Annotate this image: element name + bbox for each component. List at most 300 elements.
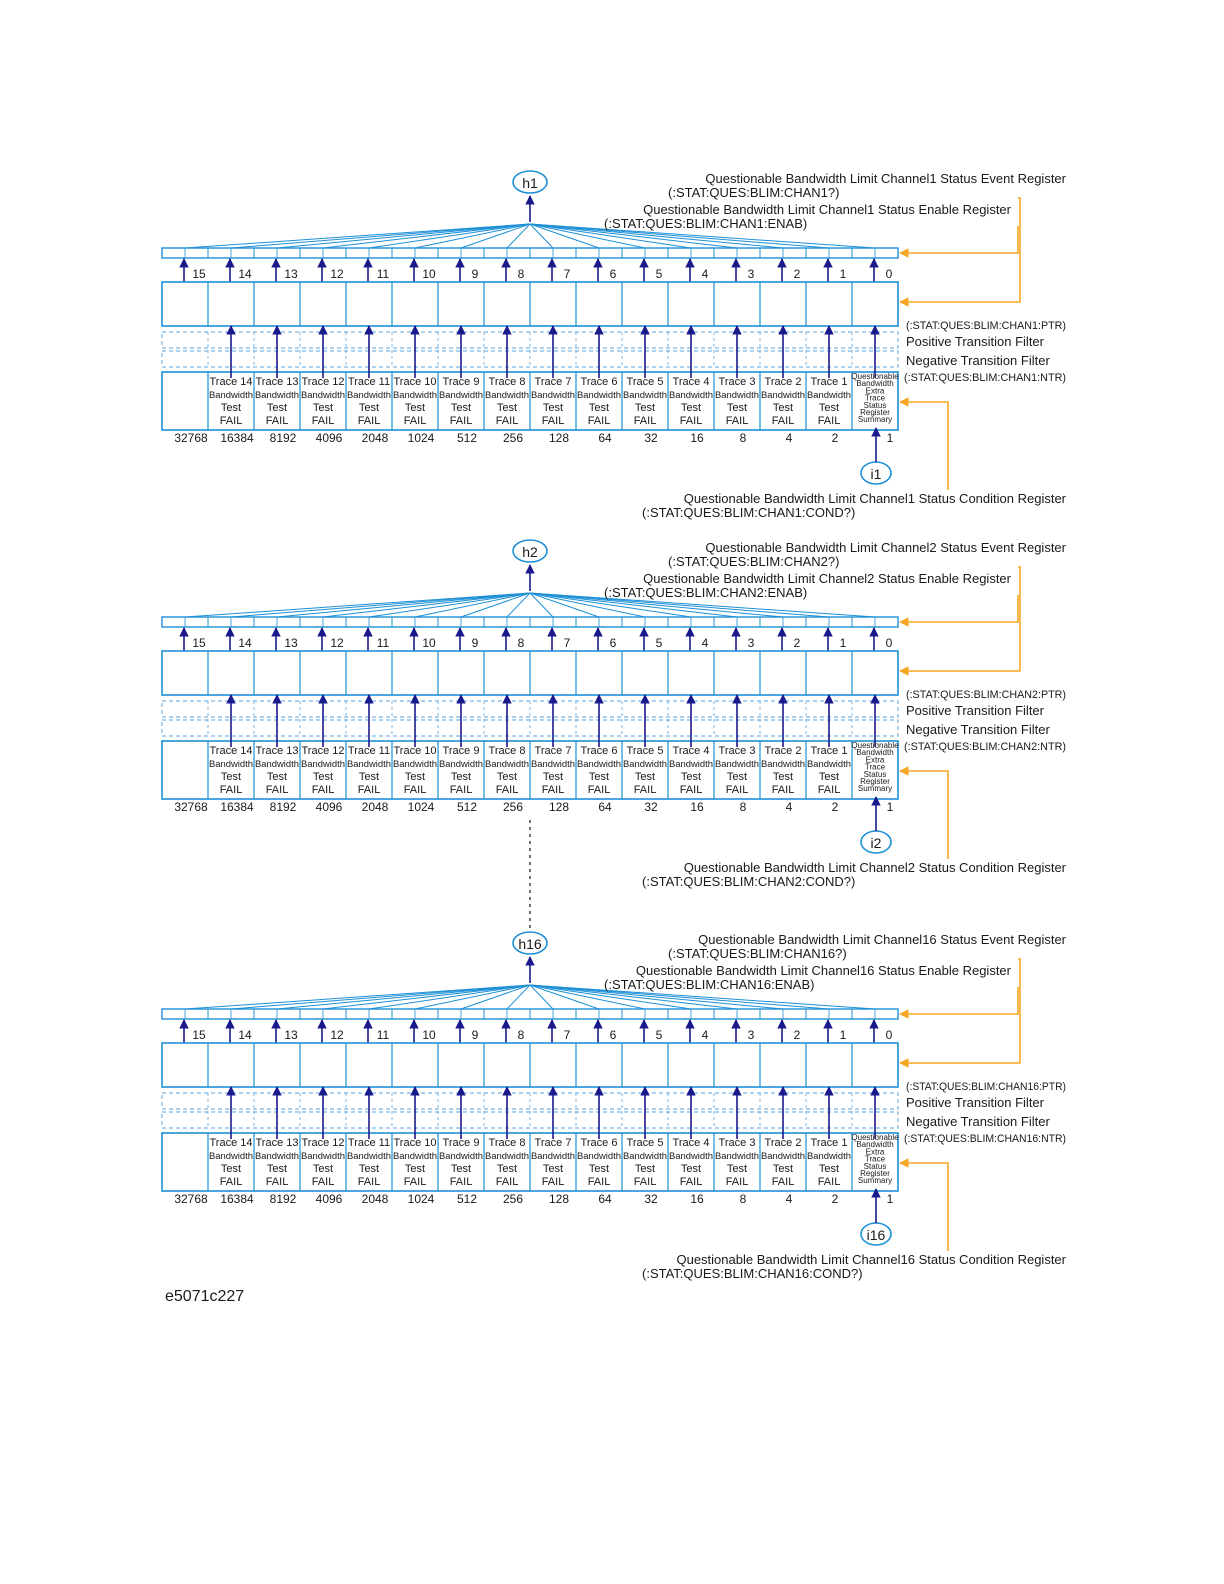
condition-cell-label: Test bbox=[220, 771, 242, 783]
condition-cell-label: Test bbox=[772, 402, 794, 414]
condition-cell-label: FAIL bbox=[357, 1176, 381, 1188]
bit-position: 15 bbox=[192, 636, 206, 650]
condition-cell-label: FAIL bbox=[495, 1176, 519, 1188]
bit-position: 13 bbox=[284, 1028, 298, 1042]
bit-weight: 8 bbox=[739, 800, 747, 814]
output-node-label: h2 bbox=[522, 544, 538, 560]
bit-position: 11 bbox=[376, 636, 390, 650]
negative-filter-label: Negative Transition Filter bbox=[906, 353, 1050, 368]
bit-position: 10 bbox=[422, 267, 436, 281]
condition-cell-label: FAIL bbox=[679, 784, 703, 796]
bit-position: 14 bbox=[238, 1028, 252, 1042]
bit-weight: 512 bbox=[456, 800, 478, 814]
bit-position: 15 bbox=[192, 1028, 206, 1042]
condition-cell-label: Bandwidth bbox=[623, 759, 667, 769]
condition-cell-label: Test bbox=[404, 771, 426, 783]
condition-cell-label: Test bbox=[772, 1163, 794, 1175]
condition-cell-label: FAIL bbox=[817, 784, 841, 796]
condition-cell-label: Trace 6 bbox=[580, 745, 618, 757]
condition-cell-label: Bandwidth bbox=[485, 390, 529, 400]
condition-cell-label: FAIL bbox=[633, 1176, 657, 1188]
positive-filter-label: Positive Transition Filter bbox=[906, 334, 1044, 349]
bit-position: 6 bbox=[609, 1028, 617, 1042]
condition-cell-label: Trace 14 bbox=[209, 376, 253, 388]
condition-cell-label: FAIL bbox=[357, 784, 381, 796]
summary-cell-label: Extra bbox=[865, 755, 885, 765]
bit-position: 11 bbox=[376, 1028, 390, 1042]
bit-weight: 64 bbox=[598, 431, 612, 445]
condition-register-title: Questionable Bandwidth Limit Channel16 Status Condition Register bbox=[676, 1252, 1066, 1267]
bit-weight: 4096 bbox=[315, 800, 343, 814]
condition-cell-label: Trace 11 bbox=[347, 745, 391, 757]
summary-cell-label: Questionable bbox=[851, 741, 899, 750]
condition-cell-label: FAIL bbox=[679, 415, 703, 427]
condition-cell-label: FAIL bbox=[219, 415, 243, 427]
event-register-command: (:STAT:QUES:BLIM:CHAN16?) bbox=[668, 946, 847, 961]
bit-position: 7 bbox=[563, 267, 571, 281]
condition-cell-label: Trace 2 bbox=[764, 745, 802, 757]
condition-cell-label: Trace 9 bbox=[442, 745, 480, 757]
condition-cell-label: Trace 10 bbox=[393, 376, 437, 388]
ntr-command: (:STAT:QUES:BLIM:CHAN1:NTR) bbox=[904, 372, 1066, 384]
condition-cell-label: Bandwidth bbox=[807, 390, 851, 400]
input-node-label: i1 bbox=[870, 466, 882, 482]
bit-position: 5 bbox=[655, 636, 663, 650]
condition-cell-label: Test bbox=[496, 402, 518, 414]
channel-register-group bbox=[162, 171, 1067, 520]
condition-cell-label: FAIL bbox=[587, 1176, 611, 1188]
condition-cell-label: FAIL bbox=[725, 784, 749, 796]
condition-cell-label: Trace 9 bbox=[442, 1137, 480, 1149]
summary-cell-label: Register bbox=[860, 1169, 890, 1178]
positive-filter-label: Positive Transition Filter bbox=[906, 703, 1044, 718]
bit-position: 1 bbox=[839, 636, 847, 650]
condition-cell-label: Trace 5 bbox=[626, 376, 664, 388]
and-fan-line bbox=[231, 224, 530, 248]
output-node-label: h1 bbox=[522, 175, 538, 191]
enable-register-command: (:STAT:QUES:BLIM:CHAN16:ENAB) bbox=[604, 977, 815, 992]
condition-cell-label: Trace 3 bbox=[718, 376, 756, 388]
enable-callout bbox=[900, 595, 1018, 622]
condition-cell-label: Bandwidth bbox=[715, 759, 759, 769]
event-register-title: Questionable Bandwidth Limit Channel16 Status Event Register bbox=[698, 932, 1066, 947]
bit-position: 4 bbox=[701, 1028, 709, 1042]
bit-weight: 4 bbox=[785, 1192, 793, 1206]
condition-cell-label: Bandwidth bbox=[347, 390, 391, 400]
condition-cell-label: Test bbox=[404, 1163, 426, 1175]
condition-cell-label: Trace 14 bbox=[209, 745, 253, 757]
condition-cell-label: Trace 1 bbox=[810, 1137, 848, 1149]
condition-cell-label: Test bbox=[542, 771, 564, 783]
event-register-command: (:STAT:QUES:BLIM:CHAN2?) bbox=[668, 554, 840, 569]
and-fan-line bbox=[231, 985, 530, 1009]
condition-cell-label: Trace 3 bbox=[718, 745, 756, 757]
bit-weight: 128 bbox=[548, 800, 570, 814]
bit-position: 14 bbox=[238, 636, 252, 650]
condition-cell-label: Bandwidth bbox=[761, 759, 805, 769]
bit-position: 0 bbox=[885, 267, 893, 281]
condition-cell-label: Test bbox=[588, 771, 610, 783]
bit-weight: 16 bbox=[690, 800, 704, 814]
condition-cell-label: Trace 11 bbox=[347, 1137, 391, 1149]
input-node-label: i16 bbox=[866, 1227, 886, 1243]
condition-cell-label: Trace 6 bbox=[580, 376, 618, 388]
bit-position: 9 bbox=[471, 1028, 479, 1042]
condition-cell-label: Bandwidth bbox=[669, 759, 713, 769]
condition-register-title: Questionable Bandwidth Limit Channel2 Status Condition Register bbox=[683, 860, 1066, 875]
and-fan-line bbox=[369, 224, 530, 248]
condition-register-command: (:STAT:QUES:BLIM:CHAN1:COND?) bbox=[642, 505, 856, 520]
condition-cell-label: Bandwidth bbox=[209, 1151, 253, 1161]
enable-register-title: Questionable Bandwidth Limit Channel16 Status Enable Register bbox=[635, 963, 1011, 978]
condition-cell-label: Test bbox=[818, 402, 840, 414]
condition-cell-label: Test bbox=[496, 1163, 518, 1175]
condition-cell-label: Test bbox=[358, 771, 380, 783]
bit-position: 3 bbox=[747, 636, 755, 650]
ntr-command: (:STAT:QUES:BLIM:CHAN16:NTR) bbox=[904, 1133, 1066, 1145]
and-fan-line bbox=[369, 985, 530, 1009]
bit-position: 13 bbox=[284, 267, 298, 281]
bit-weight: 1024 bbox=[407, 1192, 435, 1206]
condition-cell-label: FAIL bbox=[449, 1176, 473, 1188]
ptr-command: (:STAT:QUES:BLIM:CHAN16:PTR) bbox=[906, 1081, 1066, 1093]
bit-position: 2 bbox=[793, 267, 801, 281]
summary-cell-label: Summary bbox=[857, 415, 893, 425]
condition-callout bbox=[900, 402, 948, 490]
event-register-command: (:STAT:QUES:BLIM:CHAN1?) bbox=[668, 185, 840, 200]
condition-cell-label: Trace 9 bbox=[442, 376, 480, 388]
condition-cell-label: Bandwidth bbox=[807, 1151, 851, 1161]
condition-cell-label: Trace 6 bbox=[580, 1137, 618, 1149]
condition-cell-label: FAIL bbox=[771, 415, 795, 427]
condition-cell-label: Test bbox=[680, 402, 702, 414]
bit-weight: 2048 bbox=[361, 800, 389, 814]
condition-cell-label: Trace 4 bbox=[672, 376, 710, 388]
condition-cell-label: Trace 5 bbox=[626, 1137, 664, 1149]
condition-cell-label: Trace 13 bbox=[255, 376, 299, 388]
condition-cell-label: FAIL bbox=[265, 1176, 289, 1188]
condition-cell-label: FAIL bbox=[449, 415, 473, 427]
condition-cell-label: Bandwidth bbox=[301, 759, 345, 769]
condition-cell-label: Trace 12 bbox=[301, 745, 345, 757]
condition-cell-label: Bandwidth bbox=[485, 1151, 529, 1161]
condition-cell-label: FAIL bbox=[219, 1176, 243, 1188]
bit-position: 9 bbox=[471, 636, 479, 650]
bit-weight: 4096 bbox=[315, 431, 343, 445]
condition-cell-label: FAIL bbox=[587, 784, 611, 796]
condition-cell-label: Bandwidth bbox=[439, 390, 483, 400]
condition-callout bbox=[900, 1163, 948, 1251]
summary-cell-label: Extra bbox=[865, 386, 885, 396]
condition-cell-label: Test bbox=[726, 402, 748, 414]
condition-cell-label: Test bbox=[680, 1163, 702, 1175]
condition-cell-label: Bandwidth bbox=[255, 759, 299, 769]
bit-position: 10 bbox=[422, 1028, 436, 1042]
bit-position: 13 bbox=[284, 636, 298, 650]
bit-weight: 256 bbox=[502, 431, 524, 445]
condition-cell-label: Test bbox=[588, 1163, 610, 1175]
bit-weight: 1024 bbox=[407, 431, 435, 445]
enable-callout bbox=[900, 987, 1018, 1014]
bit-weight: 32768 bbox=[174, 800, 208, 814]
bit-weight: 8192 bbox=[269, 1192, 297, 1206]
condition-cell-label: Bandwidth bbox=[439, 759, 483, 769]
bit-position: 12 bbox=[330, 1028, 344, 1042]
condition-cell-label: Bandwidth bbox=[347, 1151, 391, 1161]
condition-cell-label: FAIL bbox=[219, 784, 243, 796]
condition-cell-label: Test bbox=[634, 771, 656, 783]
condition-cell-label: Bandwidth bbox=[347, 759, 391, 769]
condition-cell-label: Test bbox=[680, 771, 702, 783]
condition-cell-label: Test bbox=[450, 1163, 472, 1175]
bit-position: 1 bbox=[839, 1028, 847, 1042]
bit-weight: 4 bbox=[785, 800, 793, 814]
condition-cell-label: FAIL bbox=[495, 784, 519, 796]
bit-weight: 16384 bbox=[220, 431, 254, 445]
condition-cell-label: Bandwidth bbox=[531, 1151, 575, 1161]
bit-weight: 64 bbox=[598, 800, 612, 814]
ptr-command: (:STAT:QUES:BLIM:CHAN1:PTR) bbox=[906, 320, 1066, 332]
and-fan-line bbox=[277, 224, 530, 248]
condition-cell-label: Trace 10 bbox=[393, 1137, 437, 1149]
condition-cell-label: Test bbox=[634, 1163, 656, 1175]
condition-cell-label: Bandwidth bbox=[531, 759, 575, 769]
bit-weight: 2048 bbox=[361, 1192, 389, 1206]
condition-cell-label: Trace 3 bbox=[718, 1137, 756, 1149]
condition-cell-label: FAIL bbox=[403, 784, 427, 796]
condition-cell-label: FAIL bbox=[311, 784, 335, 796]
condition-cell-label: Test bbox=[496, 771, 518, 783]
bit-position: 4 bbox=[701, 636, 709, 650]
bit-weight: 2 bbox=[831, 431, 839, 445]
condition-cell-label: Trace 7 bbox=[534, 376, 572, 388]
condition-cell-label: Trace 8 bbox=[488, 745, 526, 757]
bit-position: 11 bbox=[376, 267, 390, 281]
condition-cell-label: FAIL bbox=[311, 415, 335, 427]
bit-position: 8 bbox=[517, 267, 525, 281]
condition-cell-label: Bandwidth bbox=[715, 390, 759, 400]
condition-cell-label: Trace 8 bbox=[488, 376, 526, 388]
enable-register-title: Questionable Bandwidth Limit Channel2 Status Enable Register bbox=[643, 571, 1011, 586]
summary-cell-label: Trace bbox=[864, 1154, 886, 1164]
condition-cell-label: Trace 7 bbox=[534, 1137, 572, 1149]
bit-weight: 8 bbox=[739, 1192, 747, 1206]
and-fan-line bbox=[277, 593, 530, 617]
bit-weight: 512 bbox=[456, 1192, 478, 1206]
bit-weight: 1024 bbox=[407, 800, 435, 814]
condition-cell-label: Test bbox=[312, 771, 334, 783]
condition-cell-label: FAIL bbox=[265, 415, 289, 427]
condition-cell-label: Test bbox=[266, 771, 288, 783]
condition-cell-label: Trace 14 bbox=[209, 1137, 253, 1149]
summary-cell-label: Register bbox=[860, 777, 890, 786]
condition-cell-label: FAIL bbox=[817, 1176, 841, 1188]
condition-cell-label: Test bbox=[726, 771, 748, 783]
condition-register-command: (:STAT:QUES:BLIM:CHAN16:COND?) bbox=[642, 1266, 863, 1281]
bit-weight: 16 bbox=[690, 1192, 704, 1206]
condition-cell-label: Test bbox=[818, 771, 840, 783]
condition-cell-label: Bandwidth bbox=[623, 1151, 667, 1161]
condition-cell-label: FAIL bbox=[633, 415, 657, 427]
condition-cell-label: Test bbox=[588, 402, 610, 414]
condition-cell-label: Bandwidth bbox=[531, 390, 575, 400]
event-register-title: Questionable Bandwidth Limit Channel1 Status Event Register bbox=[705, 171, 1066, 186]
condition-cell-label: Bandwidth bbox=[807, 759, 851, 769]
bit-position: 15 bbox=[192, 267, 206, 281]
condition-cell-label: Test bbox=[542, 402, 564, 414]
condition-cell-label: Test bbox=[726, 1163, 748, 1175]
bit-weight: 8 bbox=[739, 431, 747, 445]
bit-position: 10 bbox=[422, 636, 436, 650]
bit-position: 2 bbox=[793, 1028, 801, 1042]
condition-cell-label: Bandwidth bbox=[577, 759, 621, 769]
bit-weight: 1 bbox=[886, 1192, 894, 1206]
bit-position: 0 bbox=[885, 636, 893, 650]
condition-cell-label: Trace 7 bbox=[534, 745, 572, 757]
bit-position: 5 bbox=[655, 1028, 663, 1042]
and-fan-line bbox=[277, 985, 530, 1009]
condition-cell-label: FAIL bbox=[633, 784, 657, 796]
enable-register-command: (:STAT:QUES:BLIM:CHAN2:ENAB) bbox=[604, 585, 808, 600]
condition-cell-label: Test bbox=[266, 1163, 288, 1175]
condition-cell-label: FAIL bbox=[771, 1176, 795, 1188]
condition-cell-label: Bandwidth bbox=[393, 390, 437, 400]
condition-cell-label: Test bbox=[450, 402, 472, 414]
bit-weight: 256 bbox=[502, 1192, 524, 1206]
output-node-label: h16 bbox=[518, 936, 542, 952]
bit-position: 3 bbox=[747, 1028, 755, 1042]
condition-cell-label: FAIL bbox=[403, 415, 427, 427]
summary-cell-label: Status bbox=[863, 400, 887, 410]
bit-weight: 64 bbox=[598, 1192, 612, 1206]
bit-position: 7 bbox=[563, 1028, 571, 1042]
summary-cell-label: Bandwidth bbox=[856, 748, 894, 758]
enable-register-command: (:STAT:QUES:BLIM:CHAN1:ENAB) bbox=[604, 216, 808, 231]
bit-weight: 16384 bbox=[220, 800, 254, 814]
condition-cell-label: Test bbox=[818, 1163, 840, 1175]
summary-cell-label: Extra bbox=[865, 1147, 885, 1157]
bit-position: 3 bbox=[747, 267, 755, 281]
condition-cell-label: FAIL bbox=[725, 1176, 749, 1188]
bit-weight: 512 bbox=[456, 431, 478, 445]
condition-cell-label: Test bbox=[220, 1163, 242, 1175]
bit-weight: 4096 bbox=[315, 1192, 343, 1206]
bit-position: 7 bbox=[563, 636, 571, 650]
bit-position: 6 bbox=[609, 636, 617, 650]
bit-position: 1 bbox=[839, 267, 847, 281]
condition-cell-label: Trace 5 bbox=[626, 745, 664, 757]
condition-cell-label: Bandwidth bbox=[301, 1151, 345, 1161]
condition-cell-label: Test bbox=[542, 1163, 564, 1175]
bit-weight: 2 bbox=[831, 800, 839, 814]
condition-cell-label: Bandwidth bbox=[255, 1151, 299, 1161]
bit-weight: 32 bbox=[644, 1192, 658, 1206]
condition-cell-label: Trace 2 bbox=[764, 376, 802, 388]
summary-cell-label: Trace bbox=[864, 393, 886, 403]
condition-cell-label: Trace 12 bbox=[301, 1137, 345, 1149]
condition-cell-label: Bandwidth bbox=[301, 390, 345, 400]
summary-cell-label: Trace bbox=[864, 762, 886, 772]
bit-weight: 256 bbox=[502, 800, 524, 814]
condition-cell-label: Test bbox=[266, 402, 288, 414]
condition-cell-label: FAIL bbox=[725, 415, 749, 427]
condition-cell-label: FAIL bbox=[587, 415, 611, 427]
bit-weight: 8192 bbox=[269, 800, 297, 814]
bit-position: 12 bbox=[330, 636, 344, 650]
condition-cell-label: Bandwidth bbox=[623, 390, 667, 400]
bit-weight: 32 bbox=[644, 431, 658, 445]
condition-register-title: Questionable Bandwidth Limit Channel1 Status Condition Register bbox=[683, 491, 1066, 506]
condition-cell-label: Bandwidth bbox=[577, 390, 621, 400]
summary-cell-label: Summary bbox=[857, 784, 893, 794]
summary-cell-label: Register bbox=[860, 408, 890, 417]
enable-callout bbox=[900, 226, 1018, 253]
condition-cell-label: FAIL bbox=[357, 415, 381, 427]
bit-weight: 128 bbox=[548, 431, 570, 445]
event-register-title: Questionable Bandwidth Limit Channel2 Status Event Register bbox=[705, 540, 1066, 555]
condition-cell-label: Trace 4 bbox=[672, 1137, 710, 1149]
bit-position: 5 bbox=[655, 267, 663, 281]
condition-cell-label: Test bbox=[772, 771, 794, 783]
bit-weight: 16384 bbox=[220, 1192, 254, 1206]
condition-cell-label: Bandwidth bbox=[485, 759, 529, 769]
positive-filter-label: Positive Transition Filter bbox=[906, 1095, 1044, 1110]
bit-position: 9 bbox=[471, 267, 479, 281]
ntr-command: (:STAT:QUES:BLIM:CHAN2:NTR) bbox=[904, 741, 1066, 753]
summary-cell-label: Status bbox=[863, 1161, 887, 1171]
bit-weight: 8192 bbox=[269, 431, 297, 445]
condition-cell-label: FAIL bbox=[403, 1176, 427, 1188]
and-fan-line bbox=[369, 593, 530, 617]
bit-weight: 4 bbox=[785, 431, 793, 445]
bit-weight: 2 bbox=[831, 1192, 839, 1206]
condition-cell-label: FAIL bbox=[541, 784, 565, 796]
summary-cell-label: Status bbox=[863, 769, 887, 779]
summary-cell-label: Bandwidth bbox=[856, 379, 894, 389]
summary-cell-label: Bandwidth bbox=[856, 1140, 894, 1150]
channel-register-group bbox=[162, 540, 1067, 889]
bit-position: 4 bbox=[701, 267, 709, 281]
condition-cell-label: FAIL bbox=[495, 415, 519, 427]
condition-cell-label: Bandwidth bbox=[209, 390, 253, 400]
condition-cell-label: Bandwidth bbox=[209, 759, 253, 769]
condition-cell-label: Bandwidth bbox=[393, 1151, 437, 1161]
condition-cell-label: Bandwidth bbox=[715, 1151, 759, 1161]
condition-cell-label: Test bbox=[220, 402, 242, 414]
condition-cell-label: Bandwidth bbox=[761, 1151, 805, 1161]
figure-id: e5071c227 bbox=[165, 1288, 245, 1305]
condition-cell-label: Trace 10 bbox=[393, 745, 437, 757]
bit-position: 12 bbox=[330, 267, 344, 281]
condition-cell-label: Trace 13 bbox=[255, 1137, 299, 1149]
condition-cell-label: FAIL bbox=[311, 1176, 335, 1188]
condition-cell-label: Test bbox=[450, 771, 472, 783]
condition-cell-label: Bandwidth bbox=[577, 1151, 621, 1161]
condition-cell-label: FAIL bbox=[449, 784, 473, 796]
condition-cell-label: Bandwidth bbox=[761, 390, 805, 400]
summary-cell-label: Summary bbox=[857, 1176, 893, 1186]
negative-filter-label: Negative Transition Filter bbox=[906, 722, 1050, 737]
condition-cell-label: Trace 8 bbox=[488, 1137, 526, 1149]
condition-cell-label: FAIL bbox=[817, 415, 841, 427]
condition-cell-label: Test bbox=[358, 402, 380, 414]
enable-register-title: Questionable Bandwidth Limit Channel1 Status Enable Register bbox=[643, 202, 1011, 217]
ptr-command: (:STAT:QUES:BLIM:CHAN2:PTR) bbox=[906, 689, 1066, 701]
condition-cell-label: Trace 4 bbox=[672, 745, 710, 757]
condition-cell-label: FAIL bbox=[679, 1176, 703, 1188]
bit-weight: 2048 bbox=[361, 431, 389, 445]
condition-cell-label: FAIL bbox=[265, 784, 289, 796]
